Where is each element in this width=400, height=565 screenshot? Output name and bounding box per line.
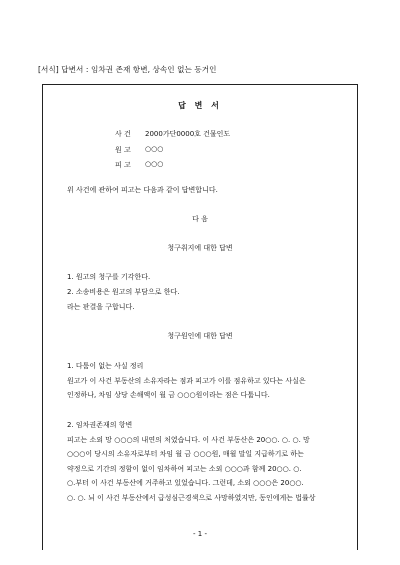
claim-item: 2. 소송비용은 원고의 부담으로 한다. (67, 288, 180, 296)
document-frame (42, 84, 358, 550)
paragraph-line: 원고가 이 사건 부동산의 소유자라는 점과 피고가 이를 점유하고 있다는 사실은 (67, 377, 306, 385)
case-label: 사 건 (115, 130, 131, 138)
paragraph-line: 약정으로 기간의 정함이 없이 임차하여 피고는 소외 ○○○과 함께 20○○. ○. (67, 465, 302, 473)
defendant-label: 피 고 (115, 161, 131, 169)
plaintiff-value: ○○○ (145, 145, 164, 153)
paragraph-line: 피고는 소외 망 ○○○의 내연의 처였습니다. 이 사건 부동산은 20○○. ○. ○. 망 (67, 436, 310, 444)
claim-item: 라는 판결을 구합니다. (67, 303, 135, 311)
page-number: - 1 - (193, 530, 207, 538)
paragraph-line: ○.부터 이 사건 부동산에 거주하고 있었습니다. 그런데, 소외 ○○○은 20○○. (67, 479, 304, 487)
cause-heading: 청구원인에 대한 답변 (167, 332, 233, 340)
paragraph-line: ○. ○. 뇌 이 사건 부동산에서 급성심근경색으로 사망하였지만, 동인에게는 법률상 (67, 494, 316, 502)
subsection-title: 1. 다툼이 없는 사실 정리 (67, 362, 144, 370)
case-value: 2000가단0000호 건물인도 (145, 130, 231, 138)
document-caption: [서식] 답변서 : 임차권 존재 항변, 상속인 없는 동거인 (38, 65, 217, 74)
claim-item: 1. 원고의 청구를 기각한다. (67, 273, 151, 281)
subsection-title: 2. 임차권존재의 항변 (67, 421, 133, 429)
plaintiff-label: 원 고 (115, 146, 131, 154)
document-title: 답 변 서 (178, 101, 222, 110)
claim-heading: 청구취지에 대한 답변 (167, 244, 233, 252)
intro-text: 위 사건에 관하여 피고는 다음과 같이 답변합니다. (67, 186, 218, 194)
defendant-value: ○○○ (145, 160, 164, 168)
paragraph-line: ○○○이 당시의 소유자로부터 차임 월 금 ○○○원, 매월 말일 지급하기로 하는 (67, 450, 304, 458)
section-heading: 다 음 (192, 215, 208, 223)
paragraph-line: 인정하나, 차임 상당 손해액이 월 금 ○○○원이라는 점은 다툽니다. (67, 391, 270, 399)
